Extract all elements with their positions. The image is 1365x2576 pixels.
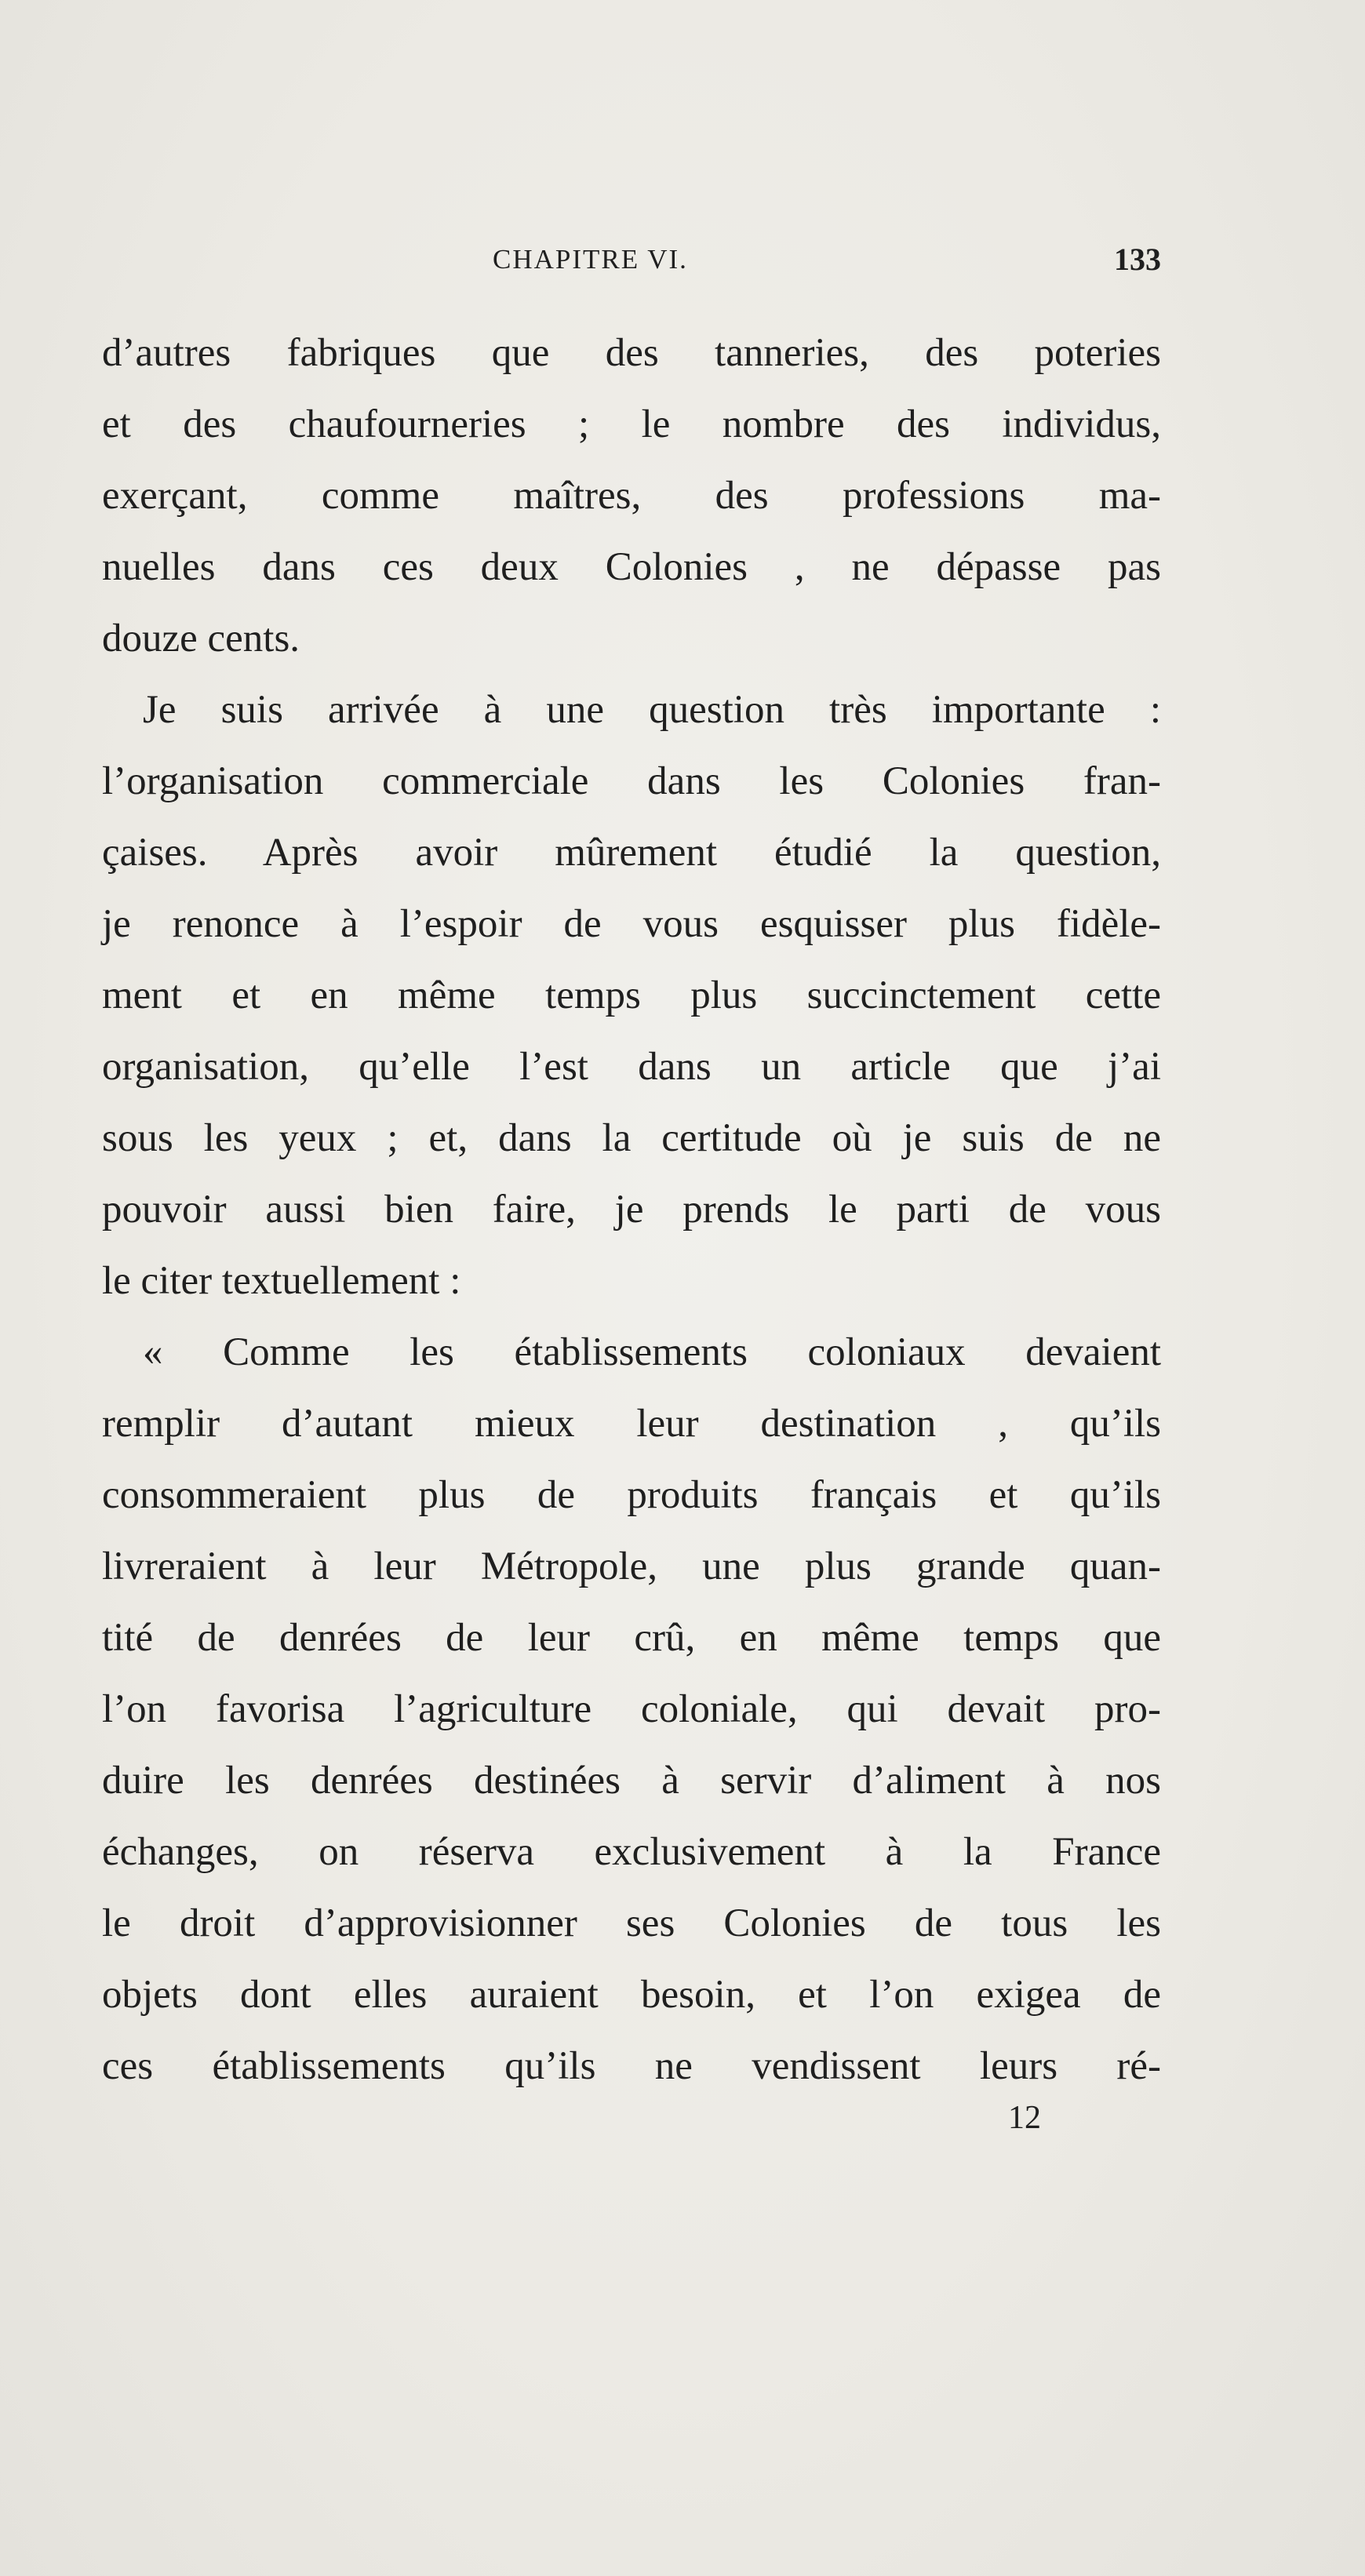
text-line: remplir d’autant mieux leur destination , qu’ils [102,1402,1161,1446]
running-head [102,240,1161,279]
text-line: tité de denrées de leur crû, en même temps que [102,1616,1161,1660]
text-line: pouvoir aussi bien faire, je prends le parti de vous [102,1188,1161,1232]
text-line: le citer textuellement : [102,1259,461,1303]
text-line: objets dont elles auraient besoin, et l’on exigea de [102,1973,1161,2017]
text-line: ment et en même temps plus succinctement cette [102,973,1161,1017]
text-line: l’organisation commerciale dans les Colonies fran- [102,759,1161,803]
text-line: ces établissements qu’ils ne vendissent leurs ré- [102,2044,1161,2088]
text-line: et des chaufourneries ; le nombre des individus, [102,402,1161,446]
text-line: le droit d’approvisionner ses Colonies de tous les [102,1901,1161,1945]
text-line: d’autres fabriques que des tanneries, des poteries [102,331,1161,375]
text-line: Je suis arrivée à une question très importante : [143,688,1161,732]
text-line: nuelles dans ces deux Colonies , ne dépasse pas [102,545,1161,589]
text-line: consommeraient plus de produits français et qu’ils [102,1473,1161,1517]
text-line: duire les denrées destinées à servir d’aliment à nos [102,1759,1161,1803]
text-line: livreraient à leur Métropole, une plus grande quan- [102,1545,1161,1588]
text-line: çaises. Après avoir mûrement étudié la question, [102,831,1161,875]
text-line: exerçant, comme maîtres, des professions ma- [102,474,1161,518]
text-line: douze cents. [102,617,300,660]
text-line: échanges, on réserva exclusivement à la France [102,1830,1161,1874]
body-text [102,318,1161,2102]
text-line: « Comme les établissements coloniaux devaient [143,1330,1161,1374]
text-line: je renonce à l’espoir de vous esquisser plus fidèle- [102,902,1161,946]
signature-mark: 12 [1008,2100,1041,2136]
page-number: 133 [1114,242,1161,277]
text-line: l’on favorisa l’agriculture coloniale, qui devait pro- [102,1687,1161,1731]
text-line: sous les yeux ; et, dans la certitude où je suis de ne [102,1116,1161,1160]
chapter-title: CHAPITRE VI. [493,244,688,275]
text-line: organisation, qu’elle l’est dans un article que j’ai [102,1045,1161,1089]
